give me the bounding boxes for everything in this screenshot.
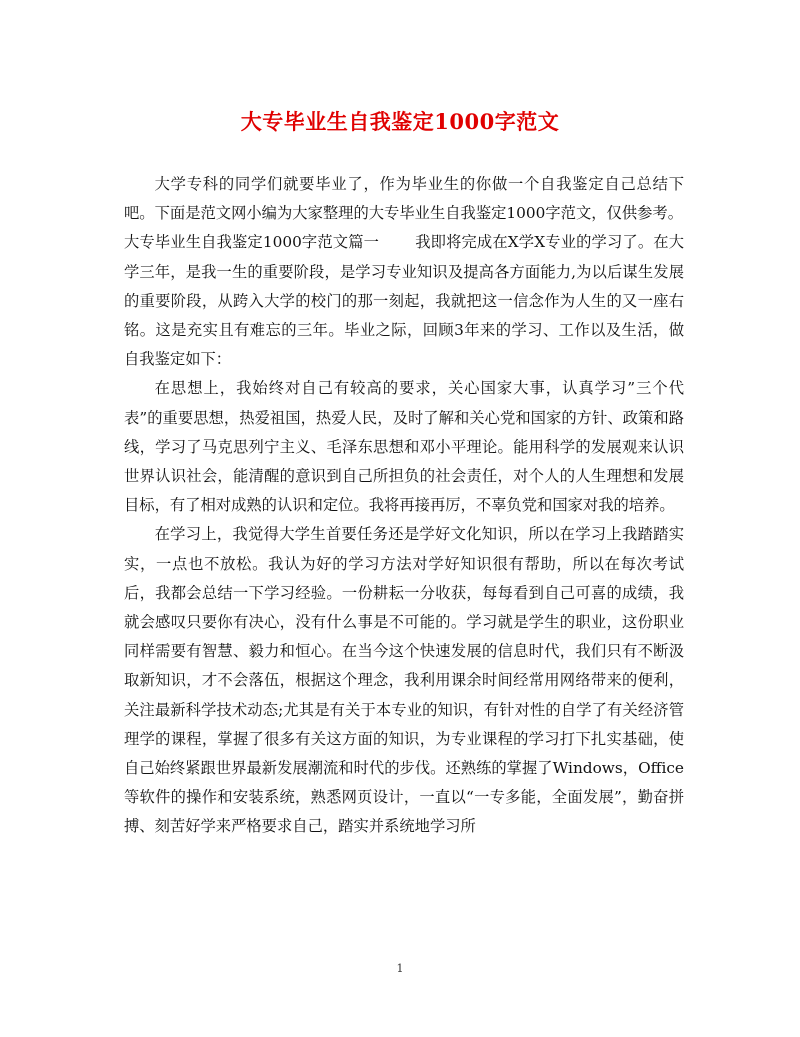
document-title: 大专毕业生自我鉴定1000字范文 [240,109,560,134]
thought-paragraph: 在思想上，我始终对自己有较高的要求，关心国家大事，认真学习”三个代表”的重要思想，热爱祖国，热爱人民，及时了解和关心党和国家的方针、政策和路线，学习了马克思列宁主义、毛泽东思想和邓小平理论。能用科学的发展观来认识世界认识社会，能清醒的意识到自己所担负的社会责任，对个人的人生理想和发展目标，有了相对成熟的认识和定位。我将再接再厉，不辜负党和国家对我的培养。 [124,379,684,515]
section-opening-text: 我即将完成在X学X专业的学习了。在大学三年，是我一生的重要阶段，是学习专业知识及提高各方面能力,为以后谋生发展的重要阶段，从跨入大学的校门的那一刻起，我就把这一信念作为人生的又一座右铭。这是充实且有难忘的三年。毕业之际，回顾3年来的学习、工作以及生活，做自我鉴定如下： [124,233,684,369]
intro-paragraph: 大学专科的同学们就要毕业了，作为毕业生的你做一个自我鉴定自己总结下吧。下面是范文网小编为大家整理的大专毕业生自我鉴定1000字范文，仅供参考。 [124,175,684,223]
section-heading: 大专毕业生自我鉴定1000字范文篇一 [124,233,380,252]
study-paragraph: 在学习上，我觉得大学生首要任务还是学好文化知识，所以在学习上我踏踏实实，一点也不放松。我认为好的学习方法对学好知识很有帮助，所以在每次考试后，我都会总结一下学习经验。一份耕耘一分收获，每每看到自己可喜的成绩，我就会感叹只要你有决心，没有什么事是不可能的。学习就是学生的职业，这份职业同样需要有智慧、毅力和恒心。在当今这个快速发展的信息时代，我们只有不断汲取新知识，才不会落伍，根据这个理念，我利用课余时间经常用网络带来的便利，关注最新科学技术动态;尤其是有关于本专业的知识，有针对性的自学了有关经济管理学的课程，掌握了很多有关这方面的知识，为专业课程的学习打下扎实基础，使自己始终紧跟世界最新发展潮流和时代的步伐。还熟练的掌握了Windows，Office等软件的操作和安装系统，熟悉网页设计，一直以“一专多能，全面发展”，勤奋拼搏、刻苦好学来严格要求自己，踏实并系统地学习所 [124,525,684,836]
section-paragraph [124,228,684,374]
document-body [124,170,684,842]
page-number: 1 [396,962,404,975]
